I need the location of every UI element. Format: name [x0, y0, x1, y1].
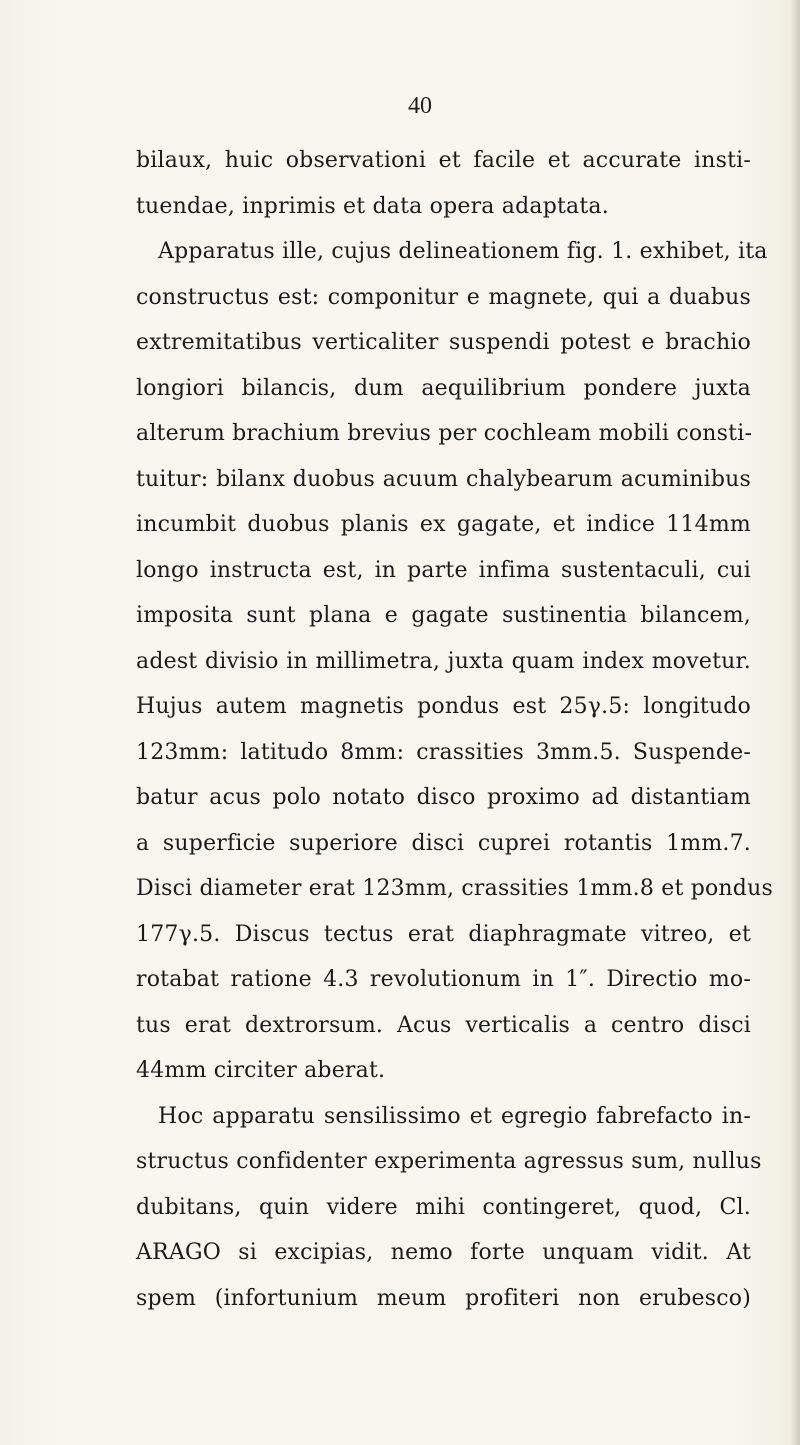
text-line: Disci diameter erat 123mm, crassities 1mm.8 et pondus: [136, 876, 773, 901]
text-line: 123mm: latitudo 8mm: crassities 3mm.5. Suspende-: [136, 739, 751, 765]
text-line: constructus est: componitur e magnete, qui a duabus: [136, 284, 751, 310]
text-line: incumbit duobus planis ex gagate, et indice 114mm: [136, 512, 751, 537]
text-line: 177γ.5. Discus tectus erat diaphragmate vitreo, et: [136, 921, 751, 947]
text-line: a superficie superiore disci cuprei rotantis 1mm.7.: [136, 830, 751, 856]
text-line: structus confidenter experimenta agressus sum, nullus: [136, 1149, 762, 1174]
text-line: alterum brachium brevius per cochleam mobili consti-: [136, 421, 753, 446]
text-line: Hujus autem magnetis pondus est 25γ.5: longitudo: [136, 694, 751, 719]
paragraph-start-line: Apparatus ille, cujus delineationem fig. 1. exhibet, ita: [158, 239, 768, 264]
text-line: adest divisio in millimetra, juxta quam index movetur.: [136, 648, 751, 674]
text-line: longiori bilancis, dum aequilibrium pondere juxta: [136, 375, 751, 401]
page-edge-shadow: [790, 0, 800, 1445]
paragraph-start-line: Hoc apparatu sensilissimo et egregio fabrefacto in-: [158, 1103, 751, 1129]
text-line: tuitur: bilanx duobus acuum chalybearum acuminibus: [136, 466, 751, 492]
text-line: tuendae, inprimis et data opera adaptata.: [136, 193, 609, 219]
text-line: ARAGO si excipias, nemo forte unquam vidit. At: [136, 1240, 751, 1265]
text-line: extremitatibus verticaliter suspendi potest e brachio: [136, 330, 751, 355]
text-line: longo instructa est, in parte infima sustentaculi, cui: [136, 557, 751, 583]
text-line: imposita sunt plana e gagate sustinentia bilancem,: [136, 603, 751, 628]
text-line: spem (infortunium meum profiteri non erubesco): [136, 1285, 751, 1311]
text-line: tus erat dextrorsum. Acus verticalis a centro disci: [136, 1012, 751, 1038]
page-number: 40: [408, 93, 432, 119]
text-line: batur acus polo notato disco proximo ad distantiam: [136, 785, 751, 810]
text-line: 44mm circiter aberat.: [136, 1058, 386, 1083]
text-line: rotabat ratione 4.3 revolutionum in 1″. Directio mo-: [136, 967, 751, 992]
text-line: bilaux, huic observationi et facile et accurate insti-: [136, 148, 751, 173]
text-line: dubitans, quin videre mihi contingeret, quod, Cl.: [136, 1194, 751, 1220]
body-text: [136, 138, 773, 1321]
